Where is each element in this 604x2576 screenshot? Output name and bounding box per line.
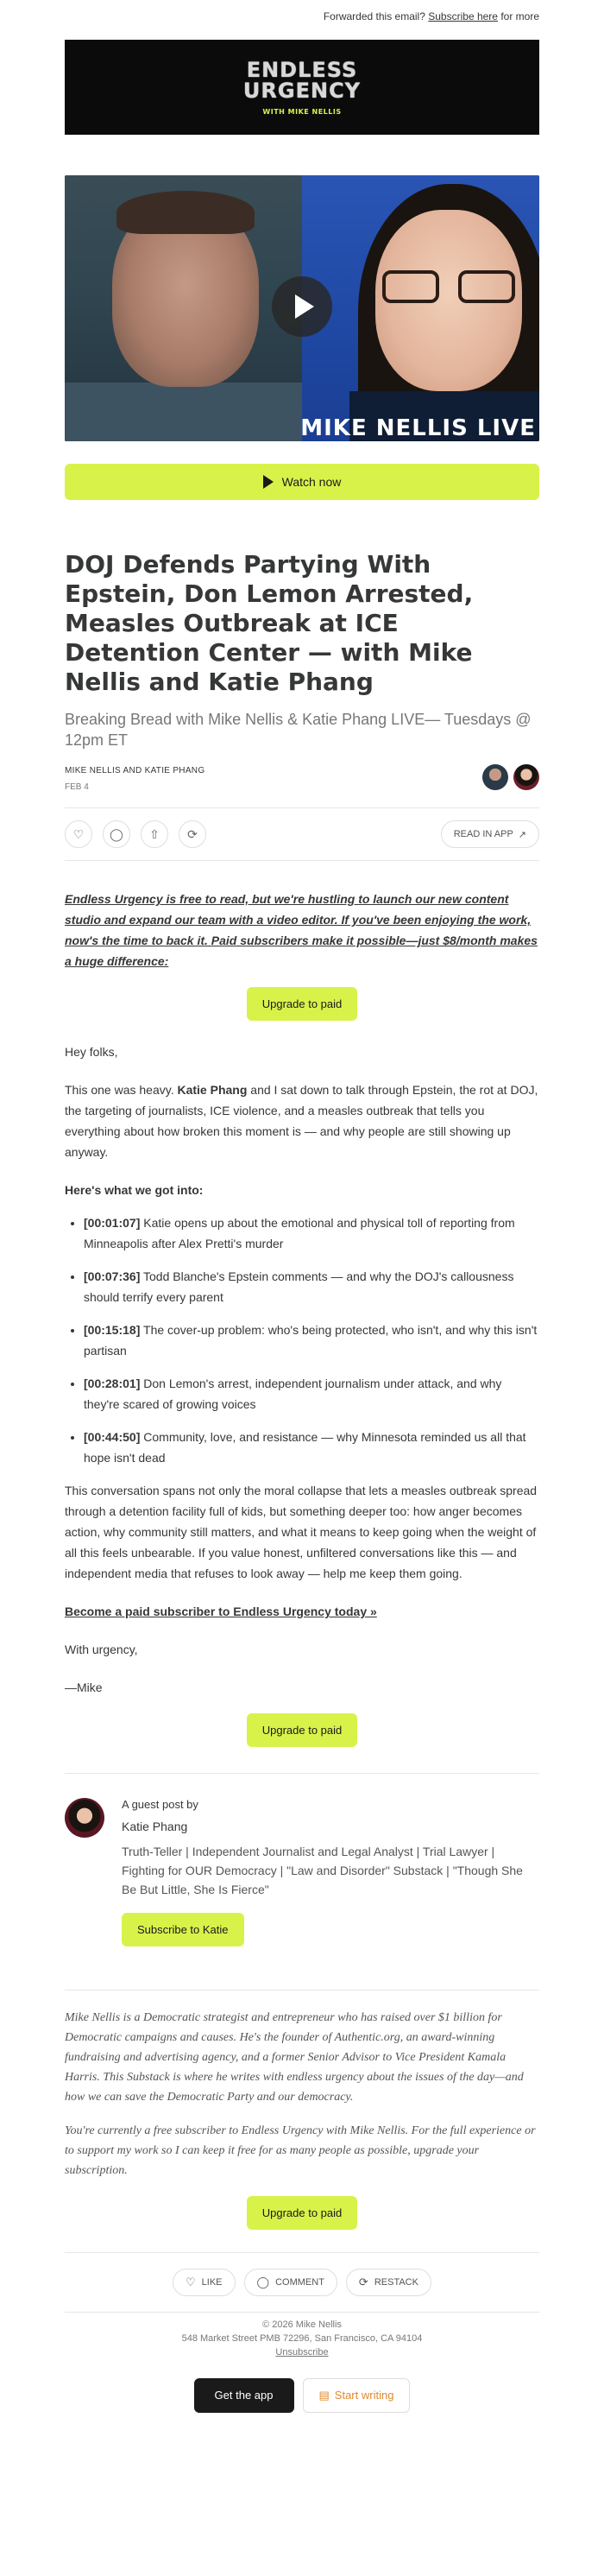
list-item: • [00:07:36] Todd Blanche's Epstein comments — and why the DOJ's callousness should terrify every parent <box>84 1266 539 1307</box>
guest-name[interactable]: Katie Phang <box>122 1820 188 1833</box>
read-in-app-button[interactable] <box>441 820 539 848</box>
list-item: • [00:44:50] Community, love, and resistance — why Minnesota reminded us all that hope isn't dead <box>84 1427 539 1468</box>
comment-button[interactable]: ◯ COMMENT <box>244 2269 337 2296</box>
intro-paragraph: This one was heavy. Katie Phang and I sat down to talk through Epstein, the rot at DOJ, the targeting of journalists, ICE violence, and a measles outbreak that tells you everything about how broken this moment is — and why people are still showing up anyway. <box>65 1083 538 1159</box>
free-subscriber-note: You're currently a free subscriber to Endless Urgency with Mike Nellis. For the full experience or to support my work so I can keep it free for as many people as possible, upgrade your subscription. <box>65 2124 536 2177</box>
subscribe-to-katie-button[interactable]: Subscribe to Katie <box>122 1913 244 1946</box>
guest-avatar[interactable] <box>65 1798 104 1838</box>
guest-name-bold: Katie Phang <box>177 1083 248 1097</box>
divider <box>65 1773 539 1774</box>
upgrade-button-middle[interactable]: Upgrade to paid <box>247 1713 358 1747</box>
read-in-app-label: READ IN APP <box>453 829 513 839</box>
video-thumbnail[interactable] <box>65 175 539 441</box>
post-meta <box>65 766 539 801</box>
closing-paragraph: This conversation spans not only the moral collapse that lets a measles outbreak spread through a detention facility full of kids, but something deeper too: how anger becomes action, why community still matters, and what it means to keep going when the weight of all this feels unbearable. If you value honest, unfiltered conversations like this — and independent media that refuses to look away — help me keep them going. <box>65 1484 538 1580</box>
forwarded-prefix: Forwarded this email? <box>323 10 425 22</box>
list-item: • [00:01:07] Katie opens up about the emotional and physical toll of reporting from Minneapolis after Alex Pretti's murder <box>84 1212 539 1254</box>
comment-icon[interactable]: ◯ <box>103 820 130 848</box>
guest-post-card <box>65 1798 539 1971</box>
section-heading: Here's what we got into: <box>65 1183 204 1197</box>
unsubscribe-link[interactable]: Unsubscribe <box>275 2347 329 2358</box>
subscribe-here-link[interactable]: Subscribe here <box>428 10 498 22</box>
pen-icon: ▤ <box>318 2389 330 2402</box>
get-the-app-button[interactable]: Get the app <box>194 2378 294 2413</box>
watch-now-label: Watch now <box>281 475 342 489</box>
guest-bio: Truth-Teller | Independent Journalist and Legal Analyst | Trial Lawyer | Fighting for OUR Democracy | "Law and Disorder" Substack | "Though She Be But Little, She Is Fierce" <box>122 1845 523 1896</box>
support-callout[interactable]: Endless Urgency is free to read, but we're hustling to launch our new content studio and expand our team with a video editor. If you've been enjoying the work, now's the time to back it. Paid subscribers make it possible—just $8/month makes a huge difference: <box>65 892 538 968</box>
post-title[interactable]: DOJ Defends Partying With Epstein, Don Lemon Arrested, Measles Outbreak at ICE Detention Center — with Mike Nellis and Katie Phang <box>65 550 474 696</box>
upgrade-button-top[interactable]: Upgrade to paid <box>247 987 358 1021</box>
publication-logo[interactable] <box>65 40 539 135</box>
email-container <box>65 0 539 2413</box>
comment-icon: ◯ <box>256 2275 270 2288</box>
divider <box>65 2252 539 2253</box>
forwarded-notice <box>65 0 539 28</box>
greeting: Hey folks, <box>65 1045 118 1059</box>
restack-button[interactable]: ⟳ RESTACK <box>346 2269 431 2296</box>
restack-icon: ⟳ <box>358 2275 368 2288</box>
play-triangle-icon <box>263 475 274 489</box>
copyright: © 2026 Mike Nellis <box>262 2320 342 2330</box>
arrow-up-right-icon: ↗ <box>518 829 526 840</box>
logo-line-1: ENDLESS <box>246 57 358 82</box>
share-icon[interactable]: ⇧ <box>141 820 168 848</box>
footer-info <box>65 2318 539 2359</box>
become-paid-subscriber-link[interactable]: Become a paid subscriber to Endless Urgency today » <box>65 1604 377 1618</box>
guest-post-by: A guest post by <box>122 1798 198 1811</box>
start-writing-button[interactable]: ▤ Start writing <box>303 2378 411 2413</box>
list-item: • [00:28:01] Don Lemon's arrest, independent journalism under attack, and why they're scared of growing voices <box>84 1373 539 1415</box>
logo-line-3: WITH MIKE NELLIS <box>262 107 342 116</box>
divider <box>65 1990 539 1991</box>
mailing-address: 548 Market Street PMB 72296, San Francisco, CA 94104 <box>181 2333 423 2344</box>
like-button[interactable]: ♡ LIKE <box>173 2269 236 2296</box>
about-paragraph: Mike Nellis is a Democratic strategist and entrepreneur who has raised over $1 billion for Democratic campaigns and causes. He's the founder of Authentic.org, an award-winning fundraising and advertising agency, and a former Senior Advisor to Vice President Kamala Harris. This Substack is where he writes with endless urgency about the issues of the day—and how we can save the Democratic Party and our democracy. <box>65 2011 524 2104</box>
like-icon[interactable]: ♡ <box>65 820 92 848</box>
watch-now-button[interactable] <box>65 464 539 500</box>
signature: —Mike <box>65 1680 103 1694</box>
play-icon[interactable] <box>272 276 332 337</box>
author-avatar-katie[interactable] <box>513 764 539 790</box>
post-subtitle: Breaking Bread with Mike Nellis & Katie Phang LIVE— Tuesdays @ 12pm ET <box>65 711 532 749</box>
post-actions <box>65 808 539 860</box>
footer-actions <box>65 2269 539 2300</box>
footer-cta <box>65 2378 539 2413</box>
author-avatar-mike[interactable] <box>482 764 508 790</box>
post-date: FEB 4 <box>65 782 89 792</box>
signoff: With urgency, <box>65 1642 138 1656</box>
restack-icon[interactable]: ⟳ <box>179 820 206 848</box>
timestamp-list <box>65 1212 539 1468</box>
list-item: • [00:15:18] The cover-up problem: who's being protected, who isn't, and why this isn't partisan <box>84 1320 539 1361</box>
post-authors[interactable]: MIKE NELLIS AND KATIE PHANG <box>65 766 205 775</box>
heart-icon: ♡ <box>186 2275 196 2288</box>
forwarded-suffix: for more <box>500 10 539 22</box>
logo-line-2: URGENCY <box>242 78 362 103</box>
video-brand-overlay: MIKE NELLIS LIVE <box>300 415 536 441</box>
divider <box>65 2312 539 2313</box>
upgrade-button-bottom[interactable]: Upgrade to paid <box>247 2196 358 2230</box>
divider <box>65 860 539 861</box>
